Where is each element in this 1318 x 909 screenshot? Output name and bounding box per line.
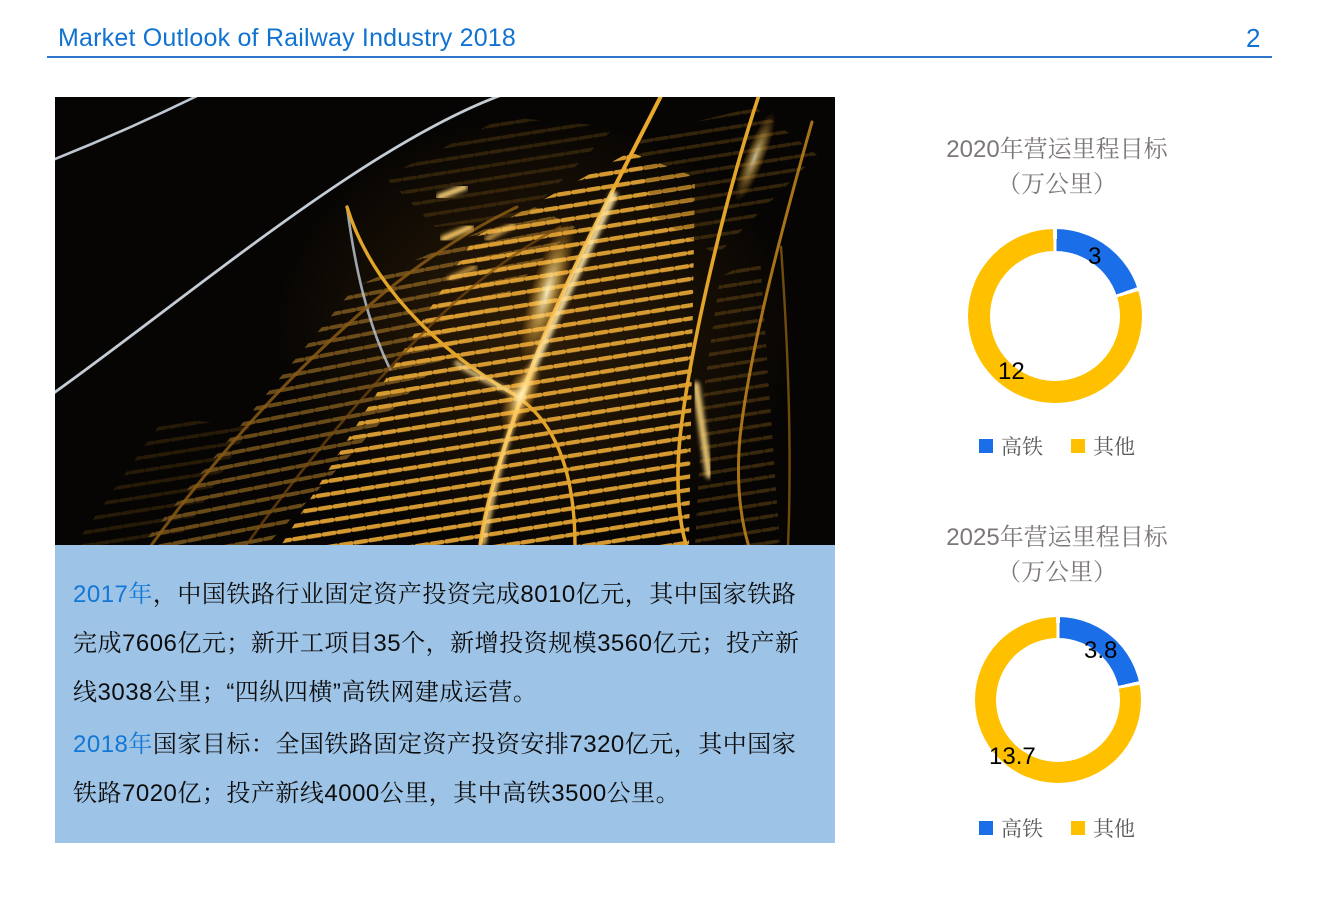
- legend-2025: [880, 813, 1234, 843]
- legend-swatch-blue: [979, 821, 993, 835]
- data-label-2020-qita: 12: [998, 358, 1025, 385]
- legend-item-gaotie: [979, 813, 1043, 843]
- chart-2025-title-line2: （万公里）: [997, 559, 1117, 586]
- legend-item-qita: [1071, 431, 1135, 461]
- legend-label-qita: 其他: [1093, 818, 1135, 841]
- legend-label-gaotie: 高铁: [1001, 436, 1043, 459]
- data-label-2020-gaotie: 3: [1088, 243, 1102, 270]
- data-label-2025-gaotie: 3.8: [1084, 637, 1118, 664]
- legend-2020: [880, 431, 1234, 461]
- page-title: Market Outlook of Railway Industry 2018: [58, 24, 517, 52]
- paragraph-2017: [73, 570, 815, 717]
- paragraph-2018: [73, 720, 815, 818]
- donut-chart-2025: [975, 617, 1141, 783]
- legend-item-gaotie: [979, 431, 1043, 461]
- legend-swatch-blue: [979, 439, 993, 453]
- paragraph-2017-body: ，中国铁路行业固定资产投资完成8010亿元，其中国家铁路完成7606亿元；新开工项目35个，新增投资规模3560亿元；投产新线3038公里；“四纵四横”高铁网建成运营。: [73, 581, 800, 706]
- legend-label-qita: 其他: [1093, 436, 1135, 459]
- legend-item-qita: [1071, 813, 1135, 843]
- legend-swatch-gold: [1071, 821, 1085, 835]
- railway-photo: [55, 97, 835, 545]
- chart-2025-title-line1: 2025年营运里程目标: [946, 524, 1168, 551]
- statistics-textbox: [55, 545, 835, 843]
- chart-2020-title: [880, 132, 1234, 202]
- legend-swatch-gold: [1071, 439, 1085, 453]
- header-divider: [47, 56, 1272, 58]
- paragraph-2018-body: 国家目标：全国铁路固定资产投资安排7320亿元，其中国家铁路7020亿；投产新线4000公里，其中高铁3500公里。: [73, 731, 797, 807]
- chart-2025-title: [880, 520, 1234, 590]
- data-label-2025-qita: 13.7: [989, 743, 1036, 770]
- year-2018-accent: 2018年: [73, 731, 153, 758]
- chart-2020-title-line2: （万公里）: [997, 171, 1117, 198]
- railway-photo-illustration: [55, 97, 835, 545]
- legend-label-gaotie: 高铁: [1001, 818, 1043, 841]
- donut-chart-2020: [968, 229, 1142, 403]
- chart-2020-title-line1: 2020年营运里程目标: [946, 136, 1168, 163]
- year-2017-accent: 2017年: [73, 581, 153, 608]
- page-number: 2: [1246, 23, 1261, 53]
